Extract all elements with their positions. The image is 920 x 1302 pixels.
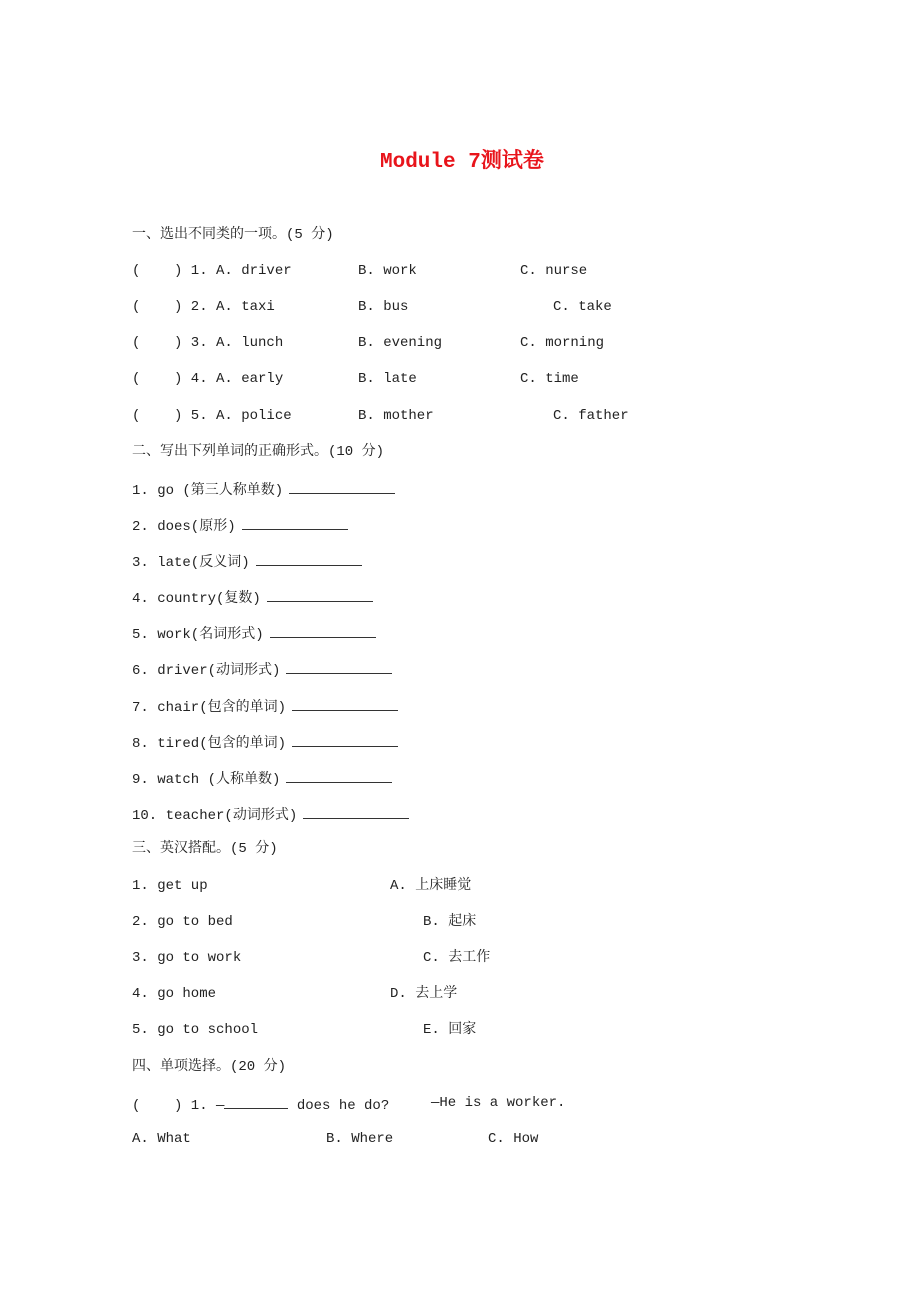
answer-blank[interactable] xyxy=(256,551,362,566)
option-b: B. evening xyxy=(358,335,443,351)
item-label: 8. tired(包含的单词) xyxy=(132,736,287,752)
match-right: A. 上床睡觉 xyxy=(390,878,472,894)
option-a: A. What xyxy=(132,1131,191,1147)
word-form-item xyxy=(132,768,392,789)
option-b: B. Where xyxy=(326,1131,394,1147)
answer-blank[interactable] xyxy=(292,696,398,711)
answer-blank[interactable] xyxy=(224,1094,288,1109)
option-c: C. take xyxy=(553,299,612,315)
match-left: 2. go to bed xyxy=(132,914,233,930)
question-number: ( ) 2. A. taxi xyxy=(132,299,275,315)
section-2-heading: 二、写出下列单词的正确形式。(10 分) xyxy=(132,444,385,460)
question-number: ( ) 5. A. police xyxy=(132,408,292,424)
option-b: B. bus xyxy=(358,299,409,315)
option-b: B. work xyxy=(358,263,417,279)
word-form-item xyxy=(132,804,409,825)
word-form-item xyxy=(132,551,362,572)
answer-text: —He is a worker. xyxy=(431,1095,566,1111)
match-right: B. 起床 xyxy=(423,914,477,930)
option-b: B. mother xyxy=(358,408,434,424)
answer-blank[interactable] xyxy=(303,804,409,819)
word-form-item xyxy=(132,732,398,753)
option-c: C. morning xyxy=(520,335,605,351)
match-left: 3. go to work xyxy=(132,950,242,966)
match-right: C. 去工作 xyxy=(423,950,491,966)
word-form-item xyxy=(132,659,392,680)
option-c: C. time xyxy=(520,371,579,387)
answer-blank[interactable] xyxy=(289,479,395,494)
word-form-item xyxy=(132,479,395,500)
section-3-heading: 三、英汉搭配。(5 分) xyxy=(132,841,278,857)
match-right: D. 去上学 xyxy=(390,986,458,1002)
match-left: 4. go home xyxy=(132,986,217,1002)
answer-blank[interactable] xyxy=(292,732,398,747)
word-form-item xyxy=(132,587,373,608)
page-title: Module 7测试卷 xyxy=(380,151,544,174)
item-label: 4. country(复数) xyxy=(132,591,261,607)
mc-question xyxy=(132,1094,389,1115)
item-label: 6. driver(动词形式) xyxy=(132,663,281,679)
question-number: ( ) 4. A. early xyxy=(132,371,284,387)
option-c: C. nurse xyxy=(520,263,588,279)
answer-blank[interactable] xyxy=(242,515,348,530)
answer-blank[interactable] xyxy=(270,623,376,638)
word-form-item xyxy=(132,696,398,717)
match-left: 5. go to school xyxy=(132,1022,259,1038)
question-text: does he do? xyxy=(288,1098,390,1114)
section-4-heading: 四、单项选择。(20 分) xyxy=(132,1059,287,1075)
item-label: 1. go (第三人称单数) xyxy=(132,483,284,499)
option-c: C. father xyxy=(553,408,629,424)
match-right: E. 回家 xyxy=(423,1022,477,1038)
answer-blank[interactable] xyxy=(267,587,373,602)
answer-blank[interactable] xyxy=(286,659,392,674)
item-label: 2. does(原形) xyxy=(132,519,236,535)
question-number: ( ) 3. A. lunch xyxy=(132,335,284,351)
item-label: 9. watch (人称单数) xyxy=(132,772,281,788)
item-label: 7. chair(包含的单词) xyxy=(132,700,287,716)
item-label: 10. teacher(动词形式) xyxy=(132,808,298,824)
word-form-item xyxy=(132,623,376,644)
question-number: ( ) 1. A. driver xyxy=(132,263,292,279)
section-1-heading: 一、选出不同类的一项。(5 分) xyxy=(132,227,334,243)
item-label: 3. late(反义词) xyxy=(132,555,250,571)
answer-blank[interactable] xyxy=(286,768,392,783)
question-number: ( ) 1. — xyxy=(132,1098,225,1114)
item-label: 5. work(名词形式) xyxy=(132,627,264,643)
match-left: 1. get up xyxy=(132,878,208,894)
option-b: B. late xyxy=(358,371,417,387)
word-form-item xyxy=(132,515,348,536)
option-c: C. How xyxy=(488,1131,539,1147)
